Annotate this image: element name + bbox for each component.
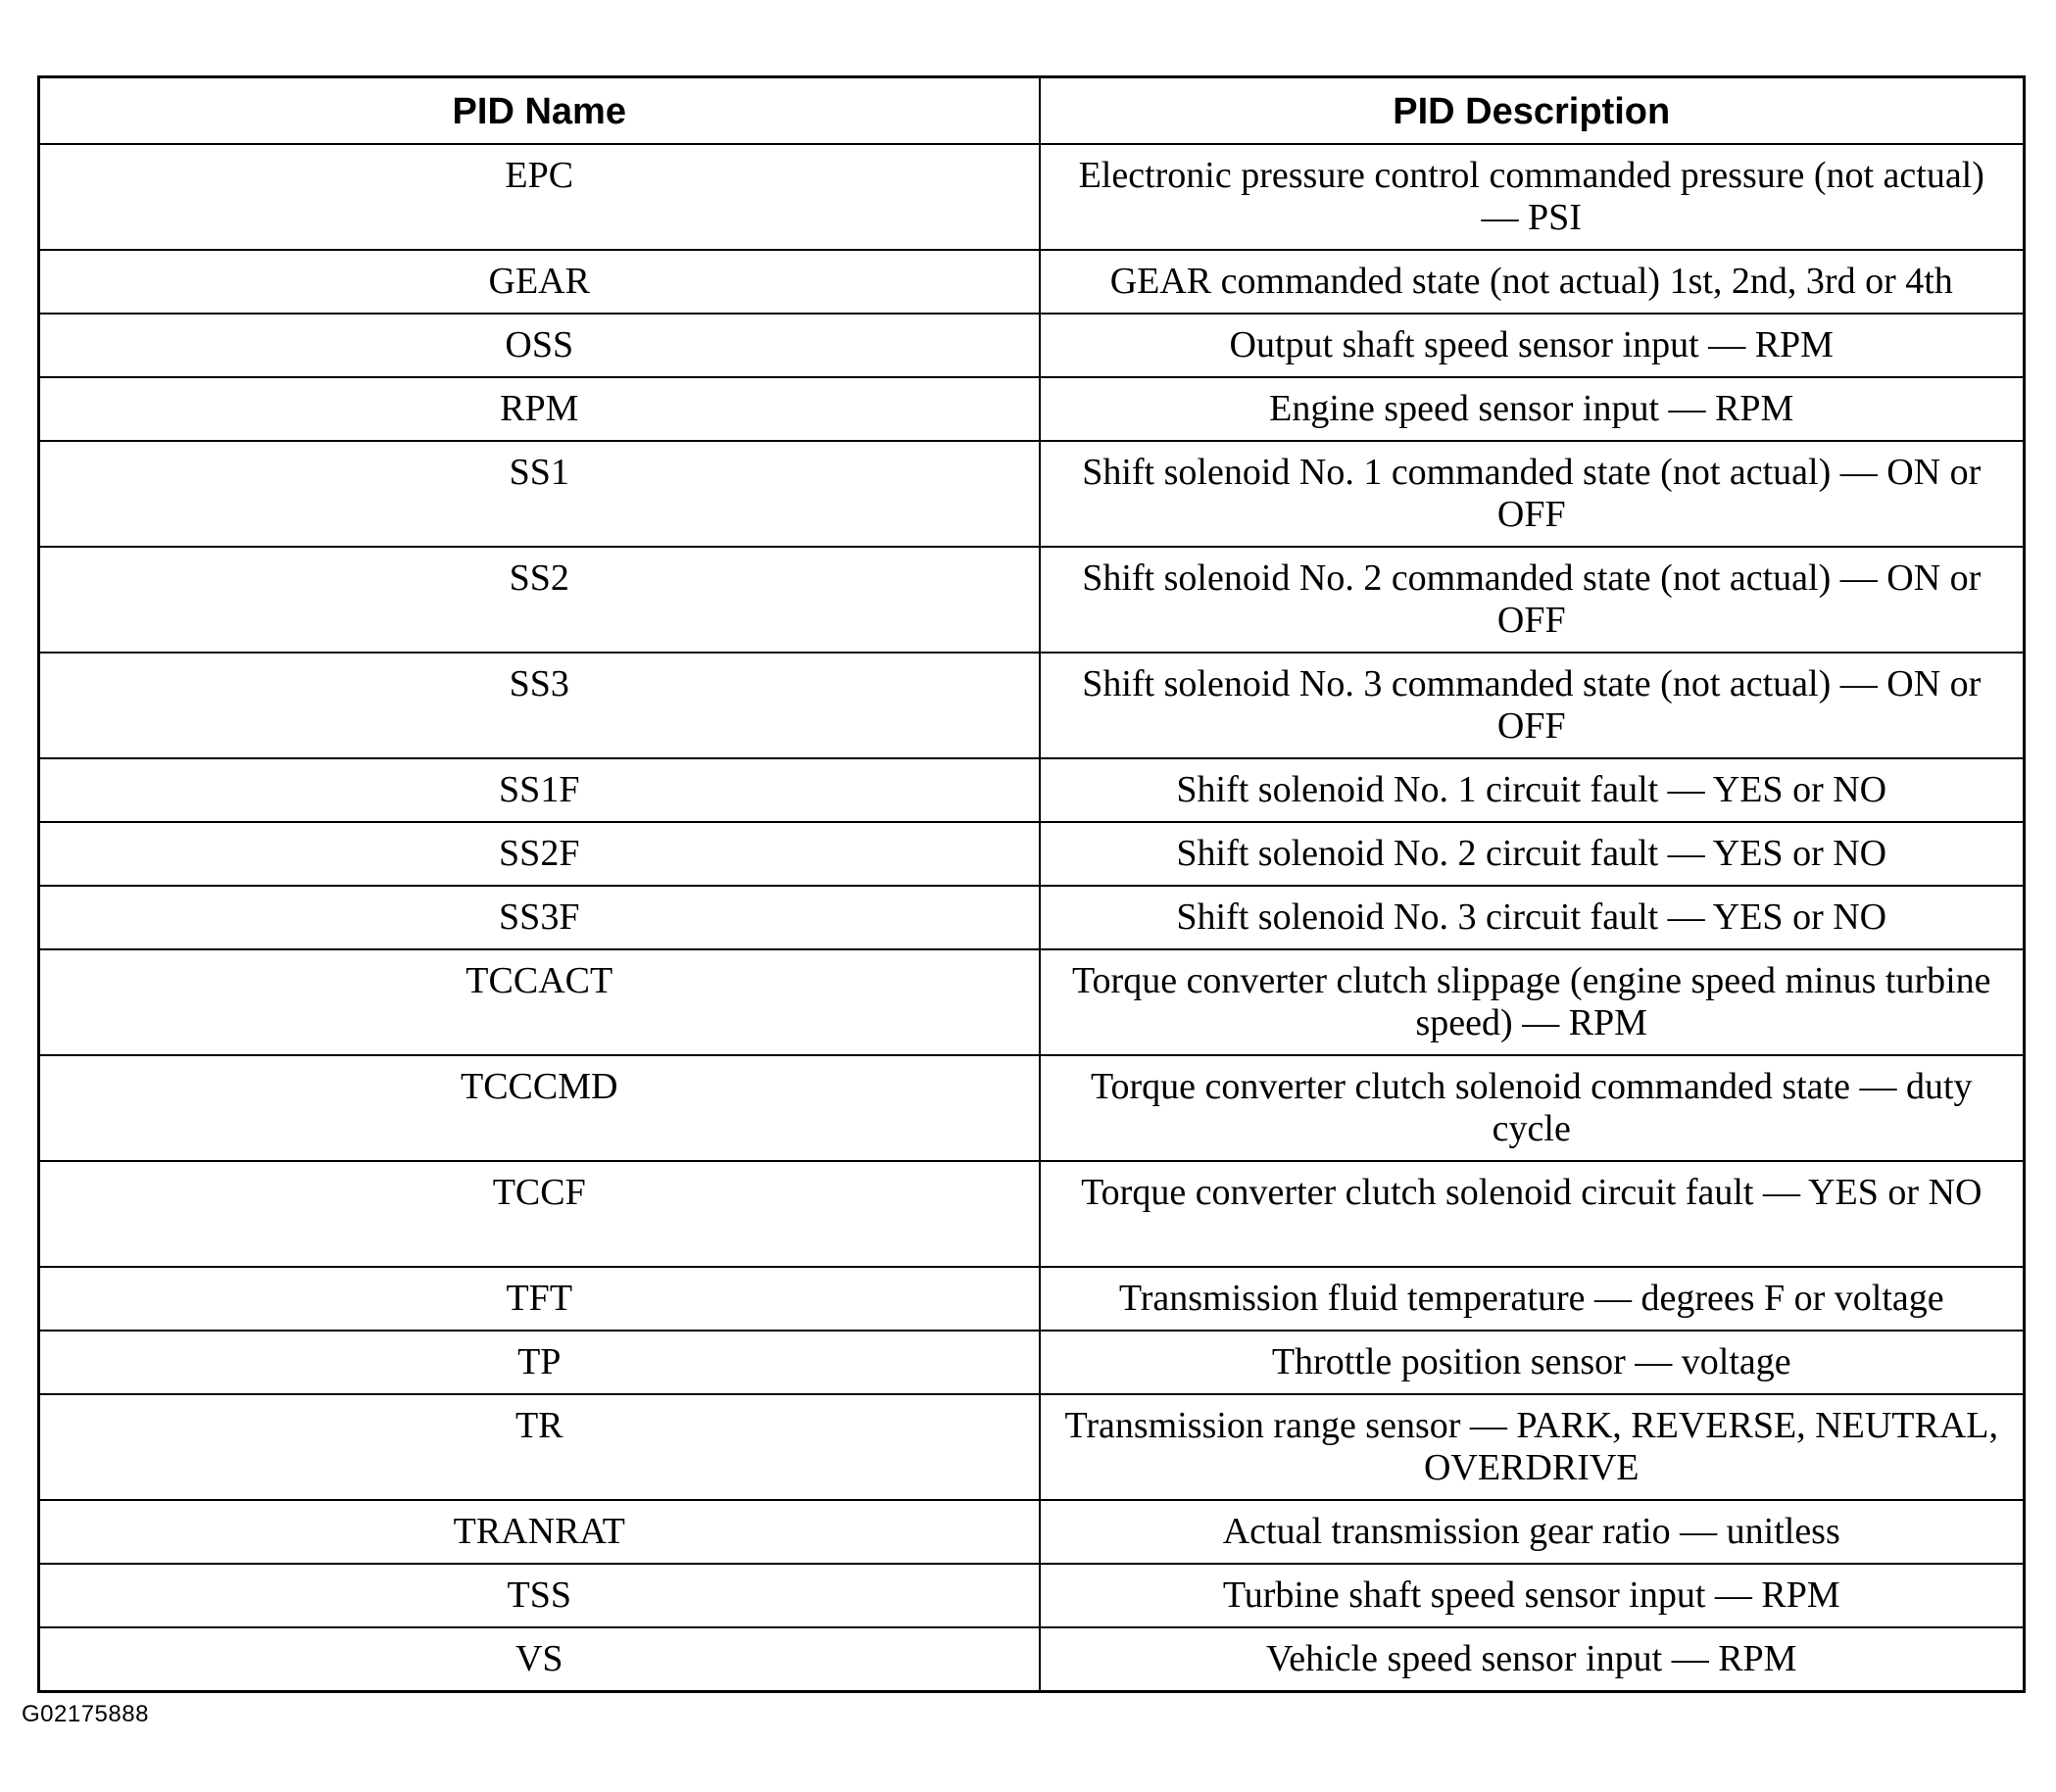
pid-name-cell: RPM [39,377,1040,441]
pid-name-cell: TR [39,1394,1040,1500]
pid-name-cell: SS2F [39,822,1040,886]
table-row [39,822,2025,886]
pid-description-cell: Actual transmission gear ratio — unitless [1040,1500,2025,1564]
pid-name-cell: SS1F [39,758,1040,822]
table-row [39,144,2025,250]
table-row [39,377,2025,441]
pid-name-cell: TP [39,1331,1040,1394]
pid-description-cell: Transmission fluid temperature — degrees F or voltage [1040,1267,2025,1331]
pid-table [37,75,2026,1693]
table-row [39,547,2025,653]
table-row [39,758,2025,822]
pid-description-cell: Shift solenoid No. 2 circuit fault — YES or NO [1040,822,2025,886]
header-row [39,77,2025,145]
pid-description-cell: GEAR commanded state (not actual) 1st, 2nd, 3rd or 4th [1040,250,2025,314]
pid-description-cell: Electronic pressure control commanded pressure (not actual) — PSI [1040,144,2025,250]
table-row [39,1627,2025,1692]
pid-name-cell: OSS [39,314,1040,377]
pid-name-cell: GEAR [39,250,1040,314]
pid-name-cell: TCCF [39,1161,1040,1267]
table-row [39,1564,2025,1627]
table-row [39,1267,2025,1331]
table-row [39,314,2025,377]
pid-description-cell: Engine speed sensor input — RPM [1040,377,2025,441]
pid-name-cell: VS [39,1627,1040,1692]
pid-description-cell: Torque converter clutch slippage (engine speed minus turbine speed) — RPM [1040,949,2025,1055]
pid-description-cell: Vehicle speed sensor input — RPM [1040,1627,2025,1692]
pid-description-cell: Shift solenoid No. 1 commanded state (not actual) — ON or OFF [1040,441,2025,547]
pid-name-cell: SS3 [39,653,1040,758]
pid-description-cell: Torque converter clutch solenoid circuit fault — YES or NO [1040,1161,2025,1267]
table-row [39,1500,2025,1564]
pid-description-cell: Transmission range sensor — PARK, REVERSE, NEUTRAL, OVERDRIVE [1040,1394,2025,1500]
pid-name-cell: SS2 [39,547,1040,653]
pid-description-cell: Output shaft speed sensor input — RPM [1040,314,2025,377]
pid-description-cell: Shift solenoid No. 2 commanded state (not actual) — ON or OFF [1040,547,2025,653]
table-row [39,1394,2025,1500]
table-row [39,886,2025,949]
figure-id: G02175888 [22,1701,149,1727]
table-row [39,441,2025,547]
table-row [39,653,2025,758]
table-row [39,1161,2025,1267]
table-row [39,250,2025,314]
pid-description-cell: Shift solenoid No. 3 circuit fault — YES or NO [1040,886,2025,949]
table-row [39,949,2025,1055]
pid-description-cell: Shift solenoid No. 3 commanded state (not actual) — ON or OFF [1040,653,2025,758]
header-pid-description: PID Description [1040,77,2025,145]
table-row [39,1331,2025,1394]
pid-name-cell: EPC [39,144,1040,250]
pid-description-cell: Shift solenoid No. 1 circuit fault — YES or NO [1040,758,2025,822]
pid-name-cell: TCCCMD [39,1055,1040,1161]
pid-name-cell: TFT [39,1267,1040,1331]
pid-name-cell: TRANRAT [39,1500,1040,1564]
pid-name-cell: TCCACT [39,949,1040,1055]
pid-name-cell: SS1 [39,441,1040,547]
pid-description-cell: Throttle position sensor — voltage [1040,1331,2025,1394]
pid-description-cell: Torque converter clutch solenoid commanded state — duty cycle [1040,1055,2025,1161]
header-pid-name: PID Name [39,77,1040,145]
pid-description-cell: Turbine shaft speed sensor input — RPM [1040,1564,2025,1627]
pid-name-cell: TSS [39,1564,1040,1627]
pid-name-cell: SS3F [39,886,1040,949]
table-row [39,1055,2025,1161]
